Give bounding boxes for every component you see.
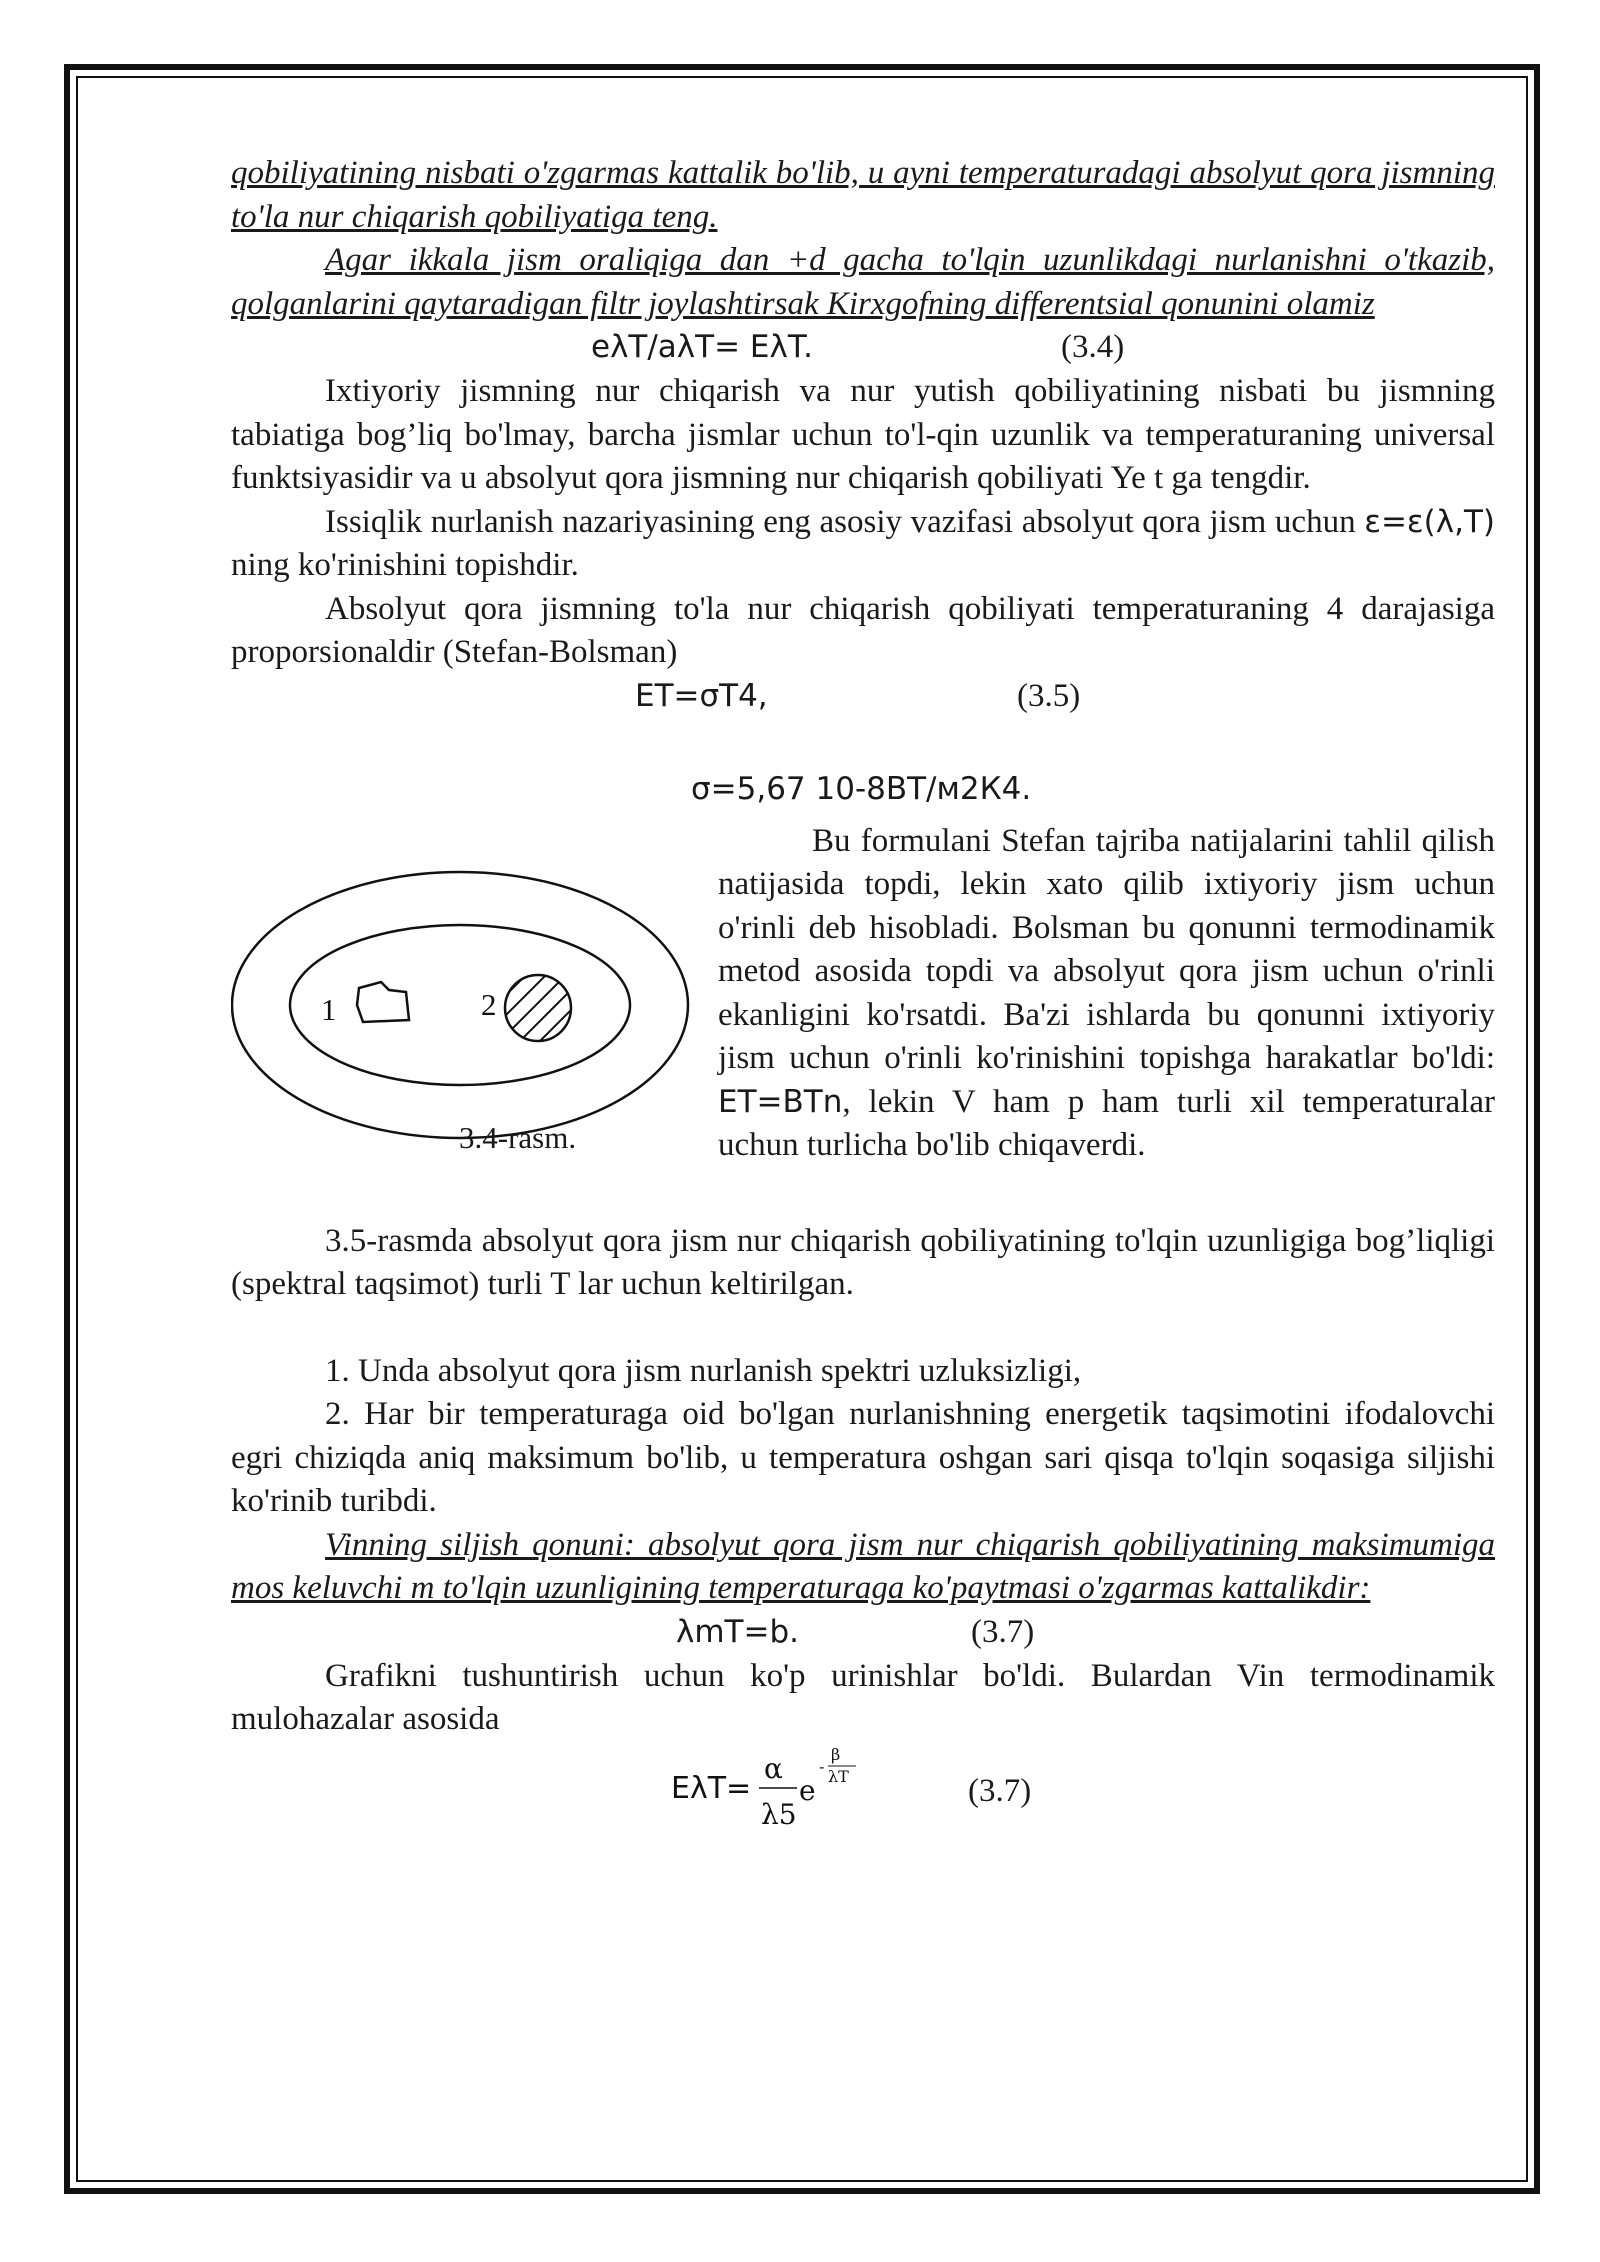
formula-wien-exp-top: β (831, 1744, 841, 1764)
intro-line-2: Agar ikkala jism oraliqiga dan +d gacha to'lqin uzunlikdagi nurlanishni o'tkazib, qolganlarini qaytaradigan filtr joylashtirsak Kirxgofning differentsial qonunini olamiz (231, 242, 1495, 322)
intro-line-1: qobiliyatining nisbati o'zgarmas kattalik bo'lib, u ayni temperaturadagi absolyut qora jismning to'la nur chiqarish qobiliyatiga teng. (231, 155, 1495, 235)
formula-sigma-expr: σ=5,67 10-8ВТ/м2К4. (691, 770, 1032, 807)
formula-3-5-expr: ET=σT4, (635, 677, 768, 714)
formula-sigma (231, 762, 1495, 814)
list-item-1: 1. Unda absolyut qora jism nurlanish spektri uzluksizligi, (325, 1352, 1082, 1389)
formula-vin (231, 1611, 1495, 1655)
figure-3-4 (231, 820, 718, 1220)
list-item-2: 2. Har bir temperaturaga oid bo'lgan nurlanishning energetik taqsimotini ifodalovchi egri chiziqda aniq maksimum bo'lib, u temperatura oshgan sari qisqa to'lqin soqasiga siljishi ko'rinib turibdi. (231, 1396, 1495, 1519)
body-2-circle (505, 975, 571, 1041)
formula-3-5 (231, 675, 1495, 719)
formula-3-4 (231, 326, 1495, 370)
paragraph-5: 3.5-rasmda absolyut qora jism nur chiqarish qobiliyatining to'lqin uzunligiga bog’liqligi (spektral taqsimot) turli T lar uchun keltirilgan. (231, 1222, 1495, 1302)
formula-wien-e: e (799, 1773, 816, 1807)
figure-label-1: 1 (321, 991, 337, 1027)
vin-law-statement: Vinning siljish qonuni: absolyut qora jism nur chiqarish qobiliyatining maksimumiga mos keluvchi m to'lqin uzunligining temperaturaga ko'paytmasi o'zgarmas kattalikdir: (231, 1526, 1495, 1606)
figure-side-text (718, 820, 1495, 1220)
paragraph-4-tail: , lekin V ham p ham turli xil temperaturalar uchun turlicha bo'lib chiqaverdi. (718, 1083, 1495, 1163)
inner-ellipse (290, 925, 630, 1085)
formula-wien-denominator: λ5 (761, 1797, 797, 1831)
paragraph-6: Grafikni tushuntirish uchun ko'p urinishlar bo'ldi. Bulardan Vin termodinamik mulohazalar asosida (231, 1657, 1495, 1737)
paragraph-2 (231, 501, 1495, 588)
document-body (231, 152, 1495, 1842)
figure-block (231, 820, 1495, 1220)
figure-label-2: 2 (481, 986, 497, 1022)
formula-wien-exp-sign: - (819, 1756, 825, 1776)
formula-vin-number: (3.7) (971, 1613, 1035, 1650)
formula-wien-exp-bottom: λT (828, 1766, 849, 1786)
paragraph-2-formula: ε=ε(λ,T) (1364, 503, 1495, 540)
paragraph-1: Ixtiyoriy jismning nur chiqarish va nur yutish qobiliyatining nisbati bu jismning tabiatiga bog’liq bo'lmay, barcha jismlar uchun to'l-qin uzunlik va temperaturaning universal funktsiyasidir va u absolyut qora jismning nur chiqarish qobiliyati Ye t ga tengdir. (231, 373, 1495, 496)
paragraph-4 (718, 820, 1495, 1168)
body-1-shape (357, 982, 409, 1022)
formula-vin-expr: λmT=b. (676, 1613, 799, 1650)
figure-caption: 3.4-rasm. (459, 1119, 577, 1155)
formula-3-4-number: (3.4) (1061, 329, 1125, 365)
paragraph-2-tail: ning ko'rinishini topishdir. (231, 547, 579, 583)
outer-ellipse (232, 872, 688, 1138)
formula-3-5-number: (3.5) (1017, 677, 1081, 714)
formula-3-4-expr: eλT/aλT= EλT. (591, 329, 813, 365)
formula-wien-number: (3.7) (968, 1772, 1032, 1809)
paragraph-4-text: Bu formulani Stefan tajriba natijalarini tahlil qilish natijasida topdi, lekin xato qilib ixtiyoriy jism uchun o'rinli deb hisobladi. Bolsman bu qonunni termodinamik metod asosida topdi va absolyut qora jism uchun o'rinli ekanligini ko'rsatdi. Ba'zi ishlarda bu qonunni ixtiyoriy jism uchun o'rinli ko'rinishini topishga harakatlar bo'ldi: (718, 822, 1495, 1076)
formula-wien-lhs: EλT= (671, 1770, 752, 1806)
figure-3-4-drawing (231, 820, 718, 1160)
paragraph-4-formula: ET=BTn (718, 1083, 843, 1120)
formula-wien-numerator: α (764, 1751, 783, 1785)
spacer (231, 1307, 1495, 1350)
formula-wien-expr (671, 1742, 891, 1842)
spacer (231, 719, 1495, 762)
paragraph-3: Absolyut qora jismning to'la nur chiqarish qobiliyati temperaturaning 4 darajasiga proporsionaldir (Stefan-Bolsman) (231, 590, 1495, 670)
paragraph-2-text: Issiqlik nurlanish nazariyasining eng asosiy vazifasi absolyut qora jism uchun (325, 503, 1356, 540)
formula-wien-distribution (231, 1742, 1495, 1842)
